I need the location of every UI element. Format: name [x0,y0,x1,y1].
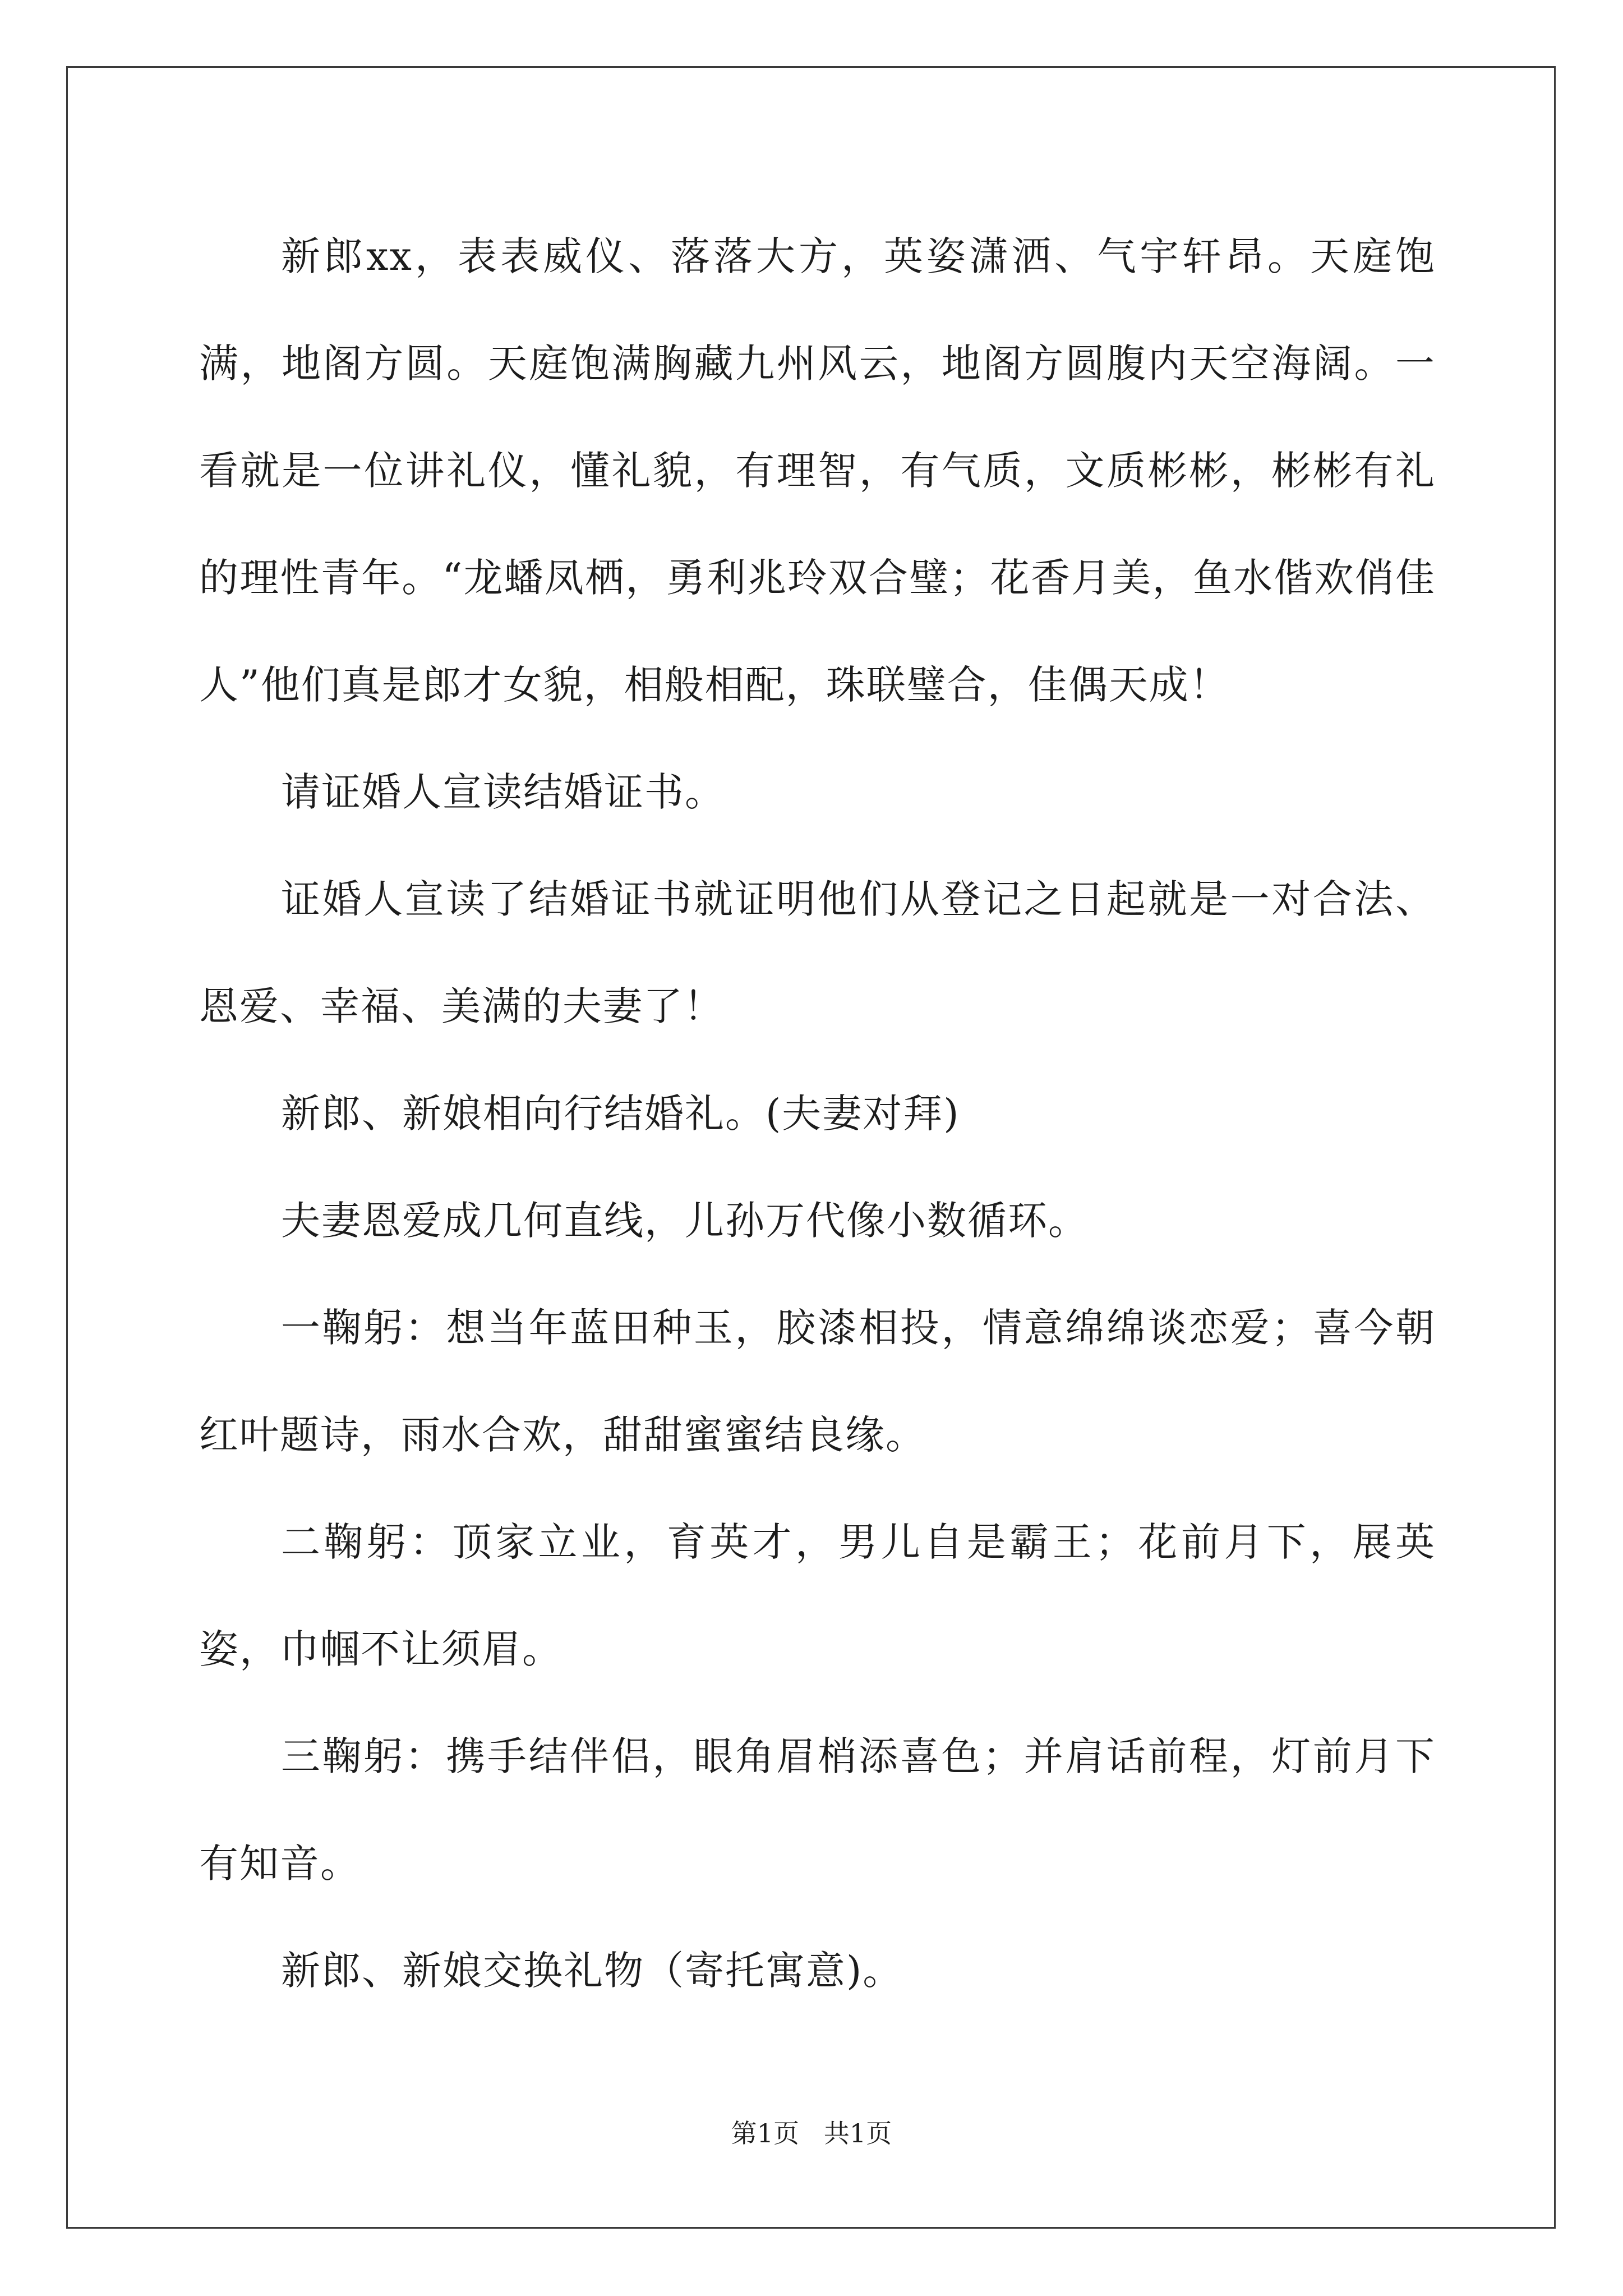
paragraph-witness-reading: 证婚人宣读了结婚证书就证明他们从登记之日起就是一对合法、恩爱、幸福、美满的夫妻了！ [199,876,1436,1029]
document-body [199,203,1436,2024]
paragraph-second-bow: 二鞠躬：顶家立业，育英才，男儿自是霸王；花前月下，展英姿，巾帼不让须眉。 [199,1519,1436,1672]
paragraph-third-bow: 三鞠躬：携手结伴侣，眼角眉梢添喜色；并肩话前程，灯前月下有知音。 [199,1733,1436,1887]
paragraph-gift-exchange: 新郎、新娘交换礼物（寄托寓意)。 [281,1948,903,1994]
paragraph-witness-request: 请证婚人宣读结婚证书。 [281,769,725,815]
paragraph-mutual-bow: 新郎、新娘相向行结婚礼。(夫妻对拜) [281,1091,960,1137]
paragraph-groom-description: 新郎xx，表表威仪、落落大方，英姿潇洒、气宇轩昂。天庭饱满，地阁方圆。天庭饱满胸藏九州风云，地阁方圆腹内天空海阔。一看就是一位讲礼仪，懂礼貌，有理智，有气质，文质彬彬，彬彬有礼的理性青年。“龙蟠凤栖，勇利兆玲双合璧；花香月美，鱼水偕欢俏佳人”他们真是郎才女貌，相般相配，珠联璧合，佳偶天成！ [199,233,1436,708]
paragraph-couple-blessing: 夫妻恩爱成几何直线，儿孙万代像小数循环。 [281,1198,1089,1244]
paragraph-first-bow: 一鞠躬：想当年蓝田种玉，胶漆相投，情意绵绵谈恋爱；喜今朝红叶题诗，雨水合欢，甜甜蜜蜜结良缘。 [199,1305,1436,1458]
page-number-footer: 第1页 共1页 [731,2118,892,2148]
